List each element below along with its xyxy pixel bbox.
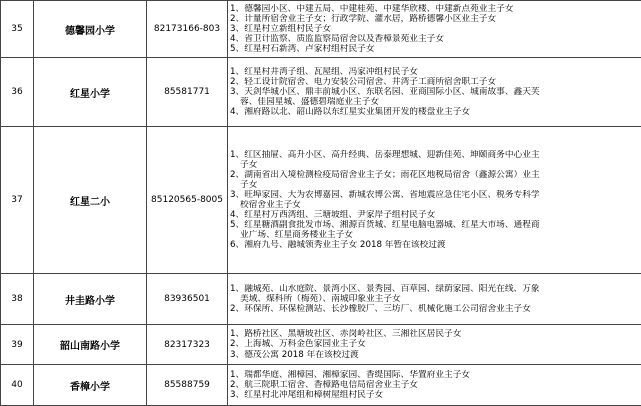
area-line: 1、融城苑、山水庭院、景湾小区、景秀园、百草园、绿荫家园、阳光在线、万象 [230,284,640,294]
school-name: 红星二小 [34,127,147,274]
area-line: 4、红星村万西湾组、三塘坡组、尹家岸子组村民子女 [230,210,640,220]
table-row [1,58,641,127]
area-line: 5、红星村石新湾、卢家村组村民子女 [230,44,640,54]
area-line: 子女 [230,180,640,190]
area-line: 校宿舍业主子女 [230,200,640,210]
enrollment-area [228,1,641,58]
area-line: 4、省卫计监察、质监监察局宿舍以及香樟景苑业主子女 [230,34,640,44]
row-number: 40 [1,365,34,406]
area-line: 2、轻工设计院宿舍、电力安装公司宿舍、井湾子工商所宿舍职工子女 [230,77,640,87]
area-line: 1、瑞都华庭、湘樟园、湘樟家园、香缇国际、华置府业主子女 [230,370,640,380]
area-line: 3、红星村立新组村民子女 [230,24,640,34]
phone-number: 82317323 [147,325,228,365]
phone-number: 83936501 [147,274,228,325]
table-row [1,127,641,274]
table-row [1,1,641,58]
phone-number: 85588759 [147,365,228,406]
area-line: 美域、煤科所（梅苑）、南城印象业主子女 [230,294,640,304]
area-line: 3、天剑华城小区、鼎丰前城小区、东联名园、亚商国际小区、城南故事、鑫天芙 [230,87,640,97]
area-line: 4、湘府路以北、韶山路以东红星实业集团开发的楼盘业主子女 [230,107,640,117]
enrollment-area [228,365,641,406]
area-line: 子女 [230,160,640,170]
table-row [1,274,641,325]
school-name: 红星小学 [34,58,147,127]
area-line: 3、德茂公寓 2018 年在该校过渡 [230,350,640,360]
area-line: 2、环保所、环保检测站、长沙橡胶厂、三坊厂、机械化施工公司宿舍业主子女 [230,304,640,314]
area-line: 2、航三院职工宿舍、香樟路电信局宿舍业主子女 [230,380,640,390]
area-line: 业广场、红星商务楼业主子女 [230,230,640,240]
row-number: 38 [1,274,34,325]
row-number: 36 [1,58,34,127]
enrollment-area [228,325,641,365]
area-line: 3、旺埠家园、大为农博嘉园、新城农博公寓、省地震应急住宅小区、税务专科学 [230,190,640,200]
area-line: 2、上海城、万科金色家园业主子女 [230,339,640,349]
area-line: 5、红星糖酒副食批发市场、湘源百货城、红星电脑电器城、红星大市场、通程商 [230,220,640,230]
area-line: 1、德馨园小区、中建五局、中建桂苑、中建华欣楼、中建新点苑业主子女 [230,4,640,14]
row-number: 37 [1,127,34,274]
phone-number: 85581771 [147,58,228,127]
enrollment-area [228,58,641,127]
row-number: 35 [1,1,34,58]
row-number: 39 [1,325,34,365]
school-name: 香樟小学 [34,365,147,406]
area-line: 6、湘府九号、融城领秀业主子女 2018 年暂在该校过渡 [230,240,640,250]
school-name: 井圭路小学 [34,274,147,325]
phone-number: 82173166-803 [147,1,228,58]
area-line: 1、红区抽屉、高升小区、高升经典、岳泰理想城、迎新佳苑、坤颐商务中心业主 [230,150,640,160]
area-line: 蓉、佳园星城、盛德碧瑞庭业主子女 [230,97,640,107]
area-line: 3、红星村北冲尾组和樟树屋组村民子女 [230,390,640,400]
table-row [1,325,641,365]
enrollment-area [228,127,641,274]
area-line: 2、湖南省出入境检测检疫局宿舍业主子女；雨花区地税局宿舍（鑫源公寓）业主 [230,170,640,180]
area-line: 1、路桥社区、黑塘坡社区、赤岗岭社区、三湘社区居民子女 [230,329,640,339]
phone-number: 85120565-8005 [147,127,228,274]
area-line: 2、计量所宿舍业主子女；行政学院、灌水居，路桥德馨小区业主子女 [230,14,640,24]
school-name: 韶山南路小学 [34,325,147,365]
enrollment-area [228,274,641,325]
school-name: 德馨园小学 [34,1,147,58]
area-line: 1、红星村井湾子组、瓦屋组、冯家冲组村民子女 [230,67,640,77]
table-row [1,365,641,406]
